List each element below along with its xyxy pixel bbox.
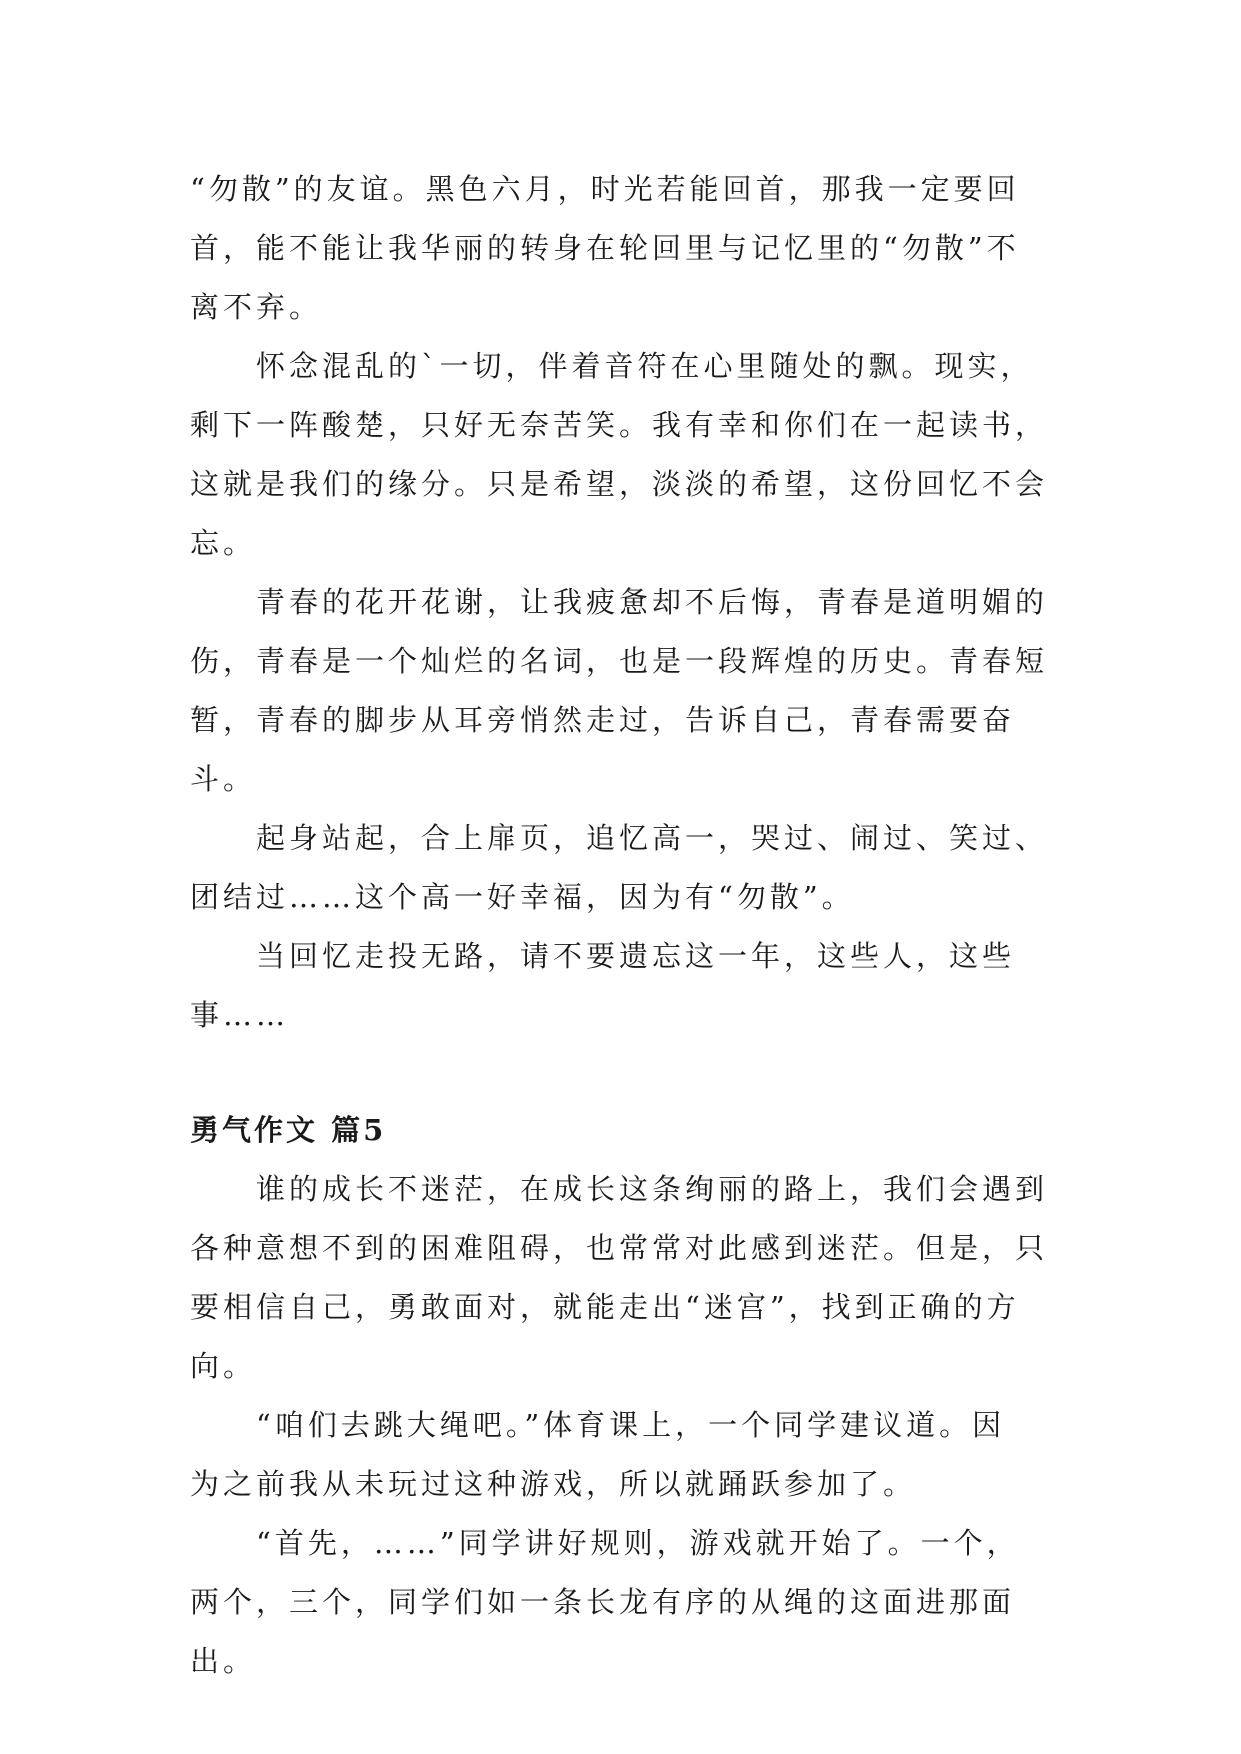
- text-line: 离不弃。: [190, 290, 323, 324]
- paragraph-growth: [190, 1160, 1060, 1396]
- text-line: 各种意想不到的困难阻碍，也常常对此感到迷茫。但是，只: [190, 1231, 1049, 1265]
- paragraph-recall: [190, 809, 1060, 927]
- text-line: 团结过……这个高一好幸福，因为有“勿散”。: [190, 880, 855, 914]
- text-line: 当回忆走投无路，请不要遗忘这一年，这些人，这些: [256, 939, 1016, 973]
- text-line: 事……: [190, 998, 290, 1032]
- section-heading: 勇气作文 篇5: [190, 1113, 387, 1147]
- text-line: “勿散”的友谊。黑色六月，时光若能回首，那我一定要回: [190, 172, 1020, 206]
- text-line: 剩下一阵酸楚，只好无奈苦笑。我有幸和你们在一起读书，: [190, 408, 1049, 442]
- text-line: “咱们去跳大绳吧。”体育课上，一个同学建议道。因: [256, 1408, 1006, 1442]
- text-line: 两个，三个，同学们如一条长龙有序的从绳的这面进那面出。: [190, 1585, 1016, 1678]
- text-line: 伤，青春是一个灿烂的名词，也是一段辉煌的历史。青春短: [190, 644, 1049, 678]
- text-line: 为之前我从未玩过这种游戏，所以就踊跃参加了。: [190, 1467, 917, 1501]
- text-line: 这就是我们的缘分。只是希望，淡淡的希望，这份回忆不会: [190, 467, 1049, 501]
- text-line: 青春的花开花谢，让我疲惫却不后悔，青春是道明媚的: [256, 585, 1049, 619]
- paragraph-youth: [190, 573, 1060, 809]
- text-line: 要相信自己，勇敢面对，就能走出“迷宫”，找到正确的方: [190, 1290, 1020, 1324]
- text-line: 起身站起，合上扉页，追忆高一，哭过、闹过、笑过、: [256, 821, 1049, 855]
- text-line: 向。: [190, 1349, 257, 1383]
- text-line: “首先，……”同学讲好规则，游戏就开始了。一个，: [256, 1526, 1020, 1560]
- paragraph-memory: [190, 927, 1060, 1045]
- text-line: 首，能不能让我华丽的转身在轮回里与记忆里的“勿散”不: [190, 231, 1020, 265]
- text-line: 谁的成长不迷茫，在成长这条绚丽的路上，我们会遇到: [256, 1172, 1049, 1206]
- paragraph-jump-rope: [190, 1396, 1060, 1514]
- paragraph-friendship: [190, 160, 1060, 337]
- text-line: 怀念混乱的`一切，伴着音符在心里随处的飘。现实，: [256, 349, 1034, 383]
- paragraph-game-start: [190, 1514, 1060, 1691]
- text-line: 忘。: [190, 526, 257, 560]
- text-line: 暂，青春的脚步从耳旁悄然走过，告诉自己，青春需要奋斗。: [190, 703, 1016, 796]
- document-body: [190, 160, 1060, 1691]
- paragraph-nostalgia: [190, 337, 1060, 573]
- section-spacer: [190, 1045, 1060, 1101]
